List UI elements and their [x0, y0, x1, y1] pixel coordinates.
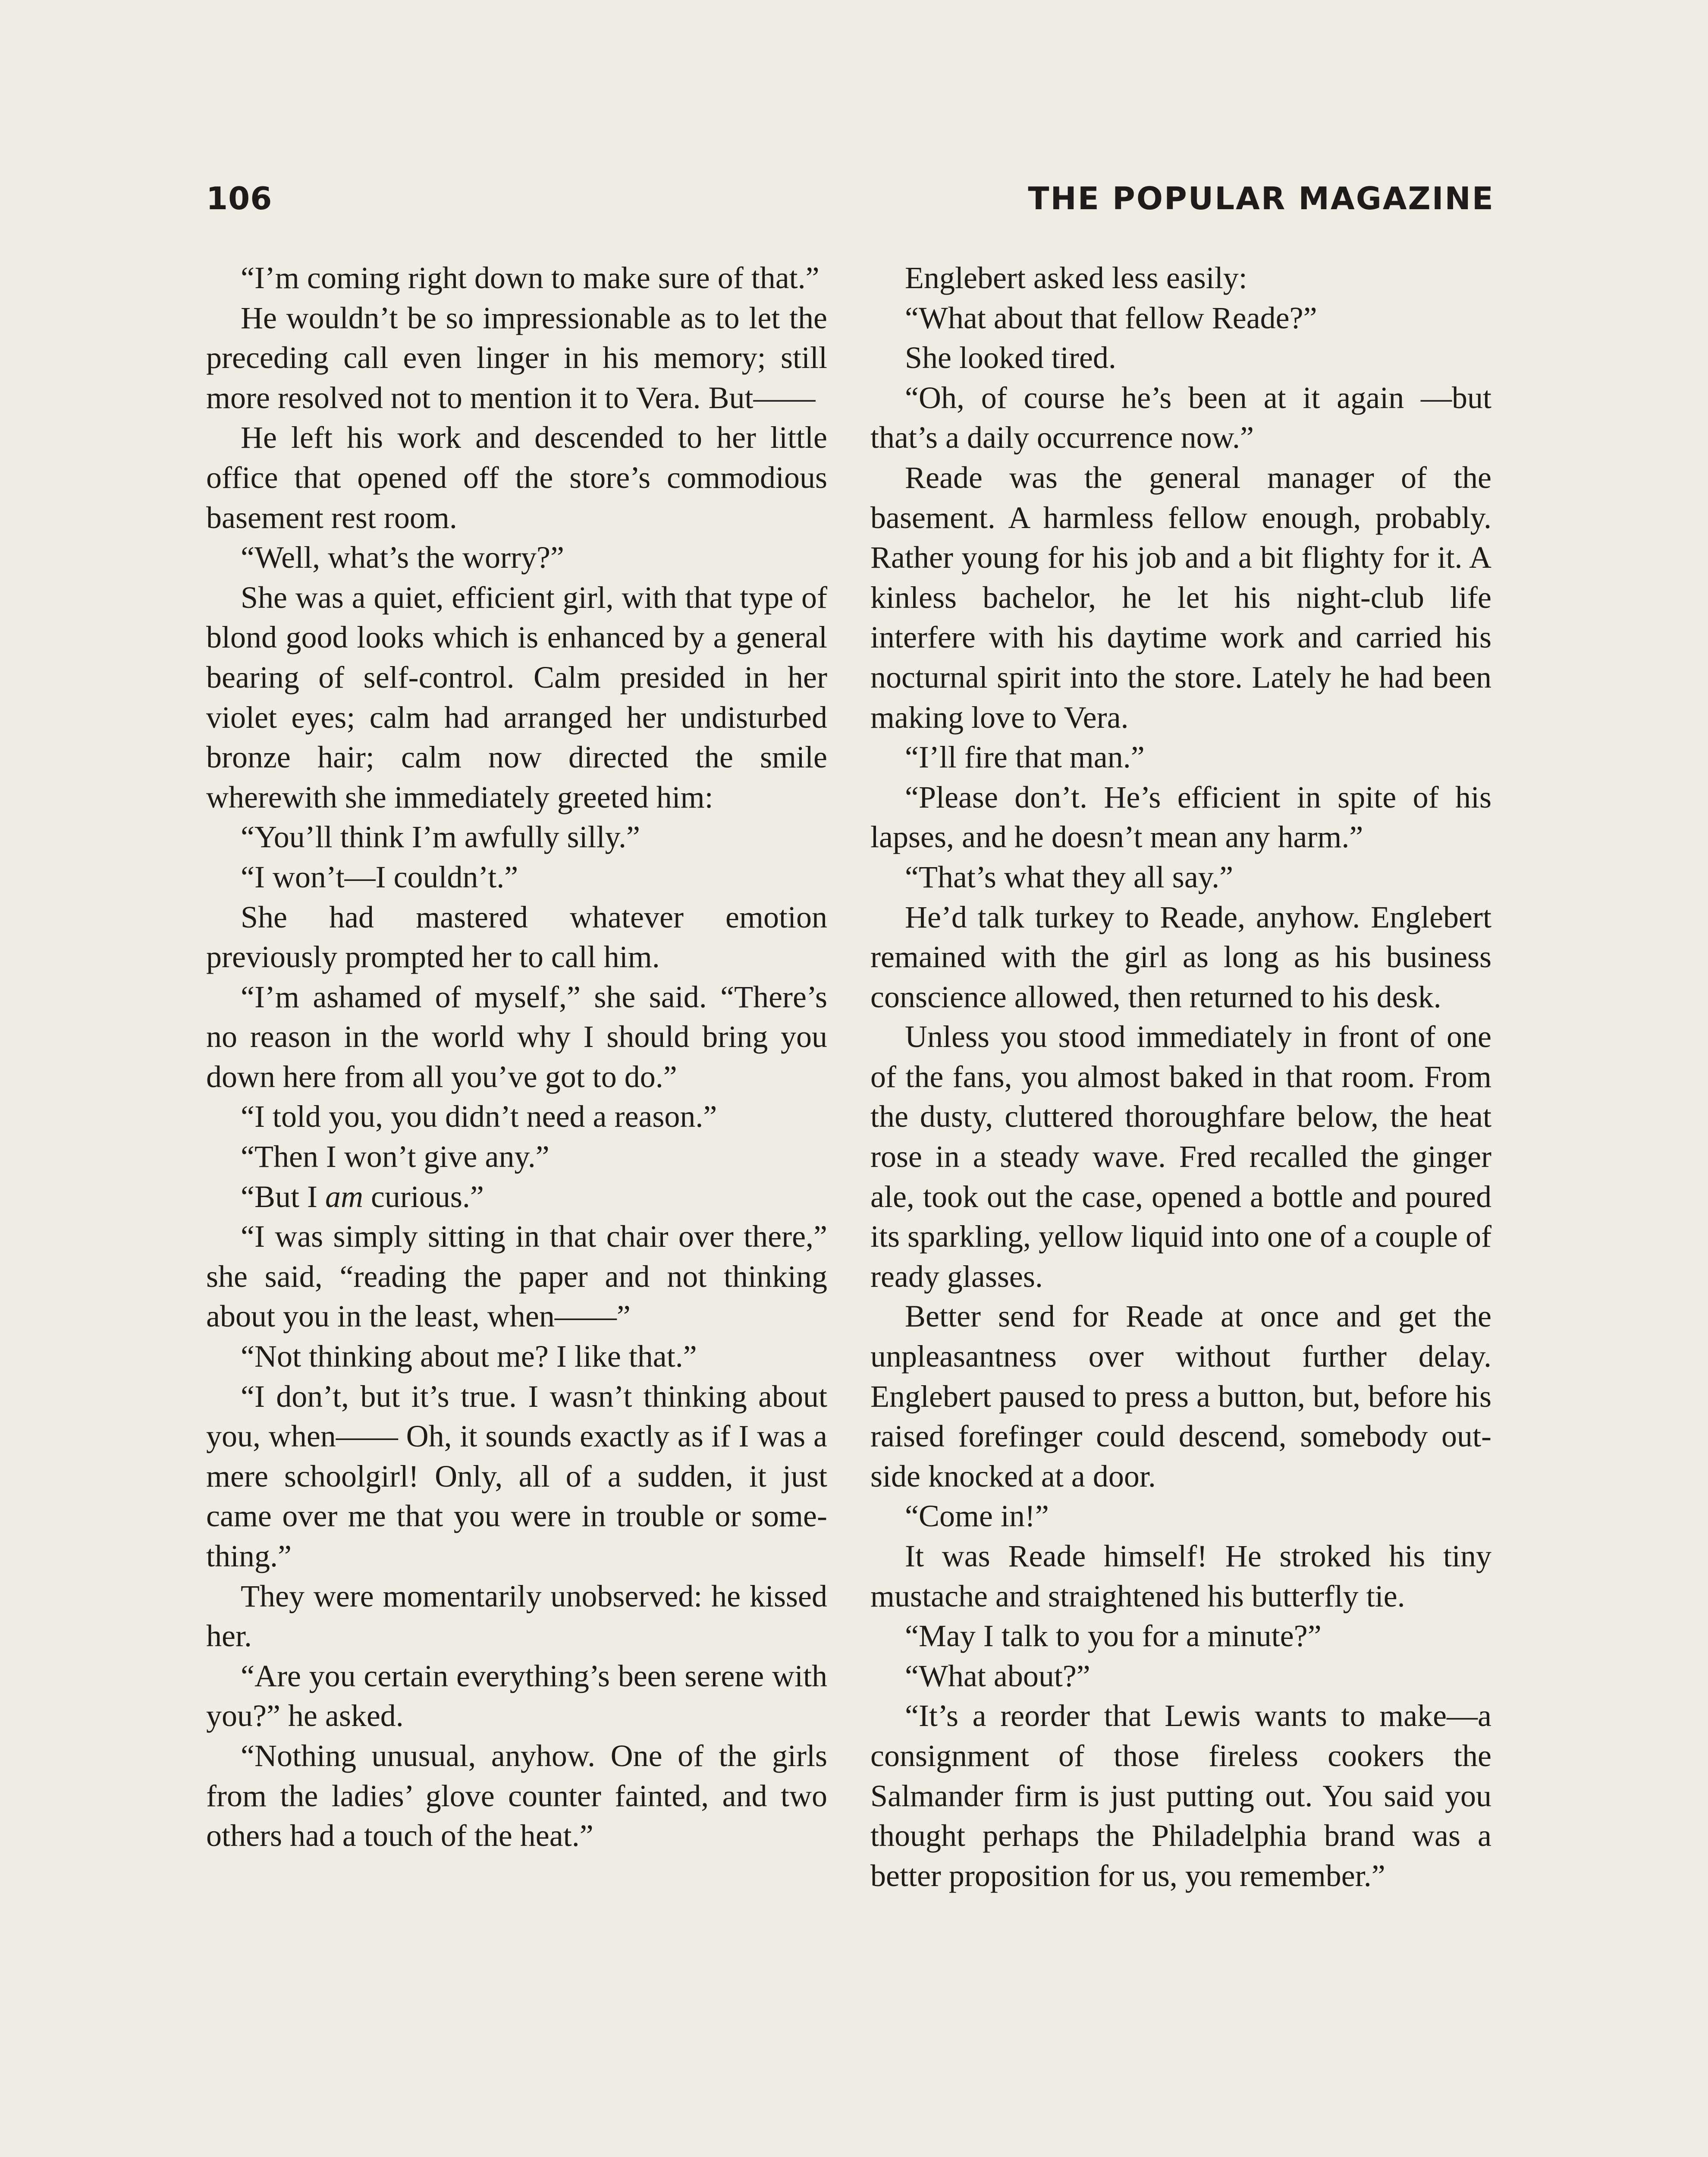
- paragraph: He left his work and descended to her little office that opened off the store’s commodious basement rest room.: [206, 420, 827, 535]
- paragraph: It was Reade himself! He stroked his tiny mustache and straightened his butterfly tie.: [870, 1539, 1491, 1613]
- paragraph: Unless you stood immediately in front of one of the fans, you almost baked in that room. From the dusty, cluttered thoroughfare below, the heat rose in a steady wave. Fred recalled the ginger ale, took out the case, opened a bottle and poured its sparkling, yellow liquid into one of a couple of ready glasses.: [870, 1019, 1491, 1294]
- paragraph: “I don’t, but it’s true. I wasn’t thinking about you, when—— Oh, it sounds exactly as if I was a mere schoolgirl! Only, all of a sudden, it just came over me that you were in trouble or something.”: [206, 1379, 827, 1573]
- paragraph: She looked tired.: [905, 340, 1116, 375]
- paragraph: “I’ll fire that man.”: [905, 740, 1145, 775]
- paragraph: “May I talk to you for a minute?”: [905, 1619, 1322, 1654]
- paragraph: She was a quiet, efficient girl, with that type of blond good looks which is enhanced by a general bearing of self-control. Calm presided in her violet eyes; calm had arranged her undisturbed bronze hair; calm now directed the smile wherewith she immediately greeted him:: [206, 580, 827, 814]
- running-title: THE POPULAR MAGAZINE: [1028, 180, 1494, 217]
- paragraph: She had mastered whatever emotion previously prompted her to call him.: [206, 899, 827, 975]
- emphasis: am: [325, 1179, 363, 1214]
- paragraph-emphasis: “But I am curious.”: [241, 1179, 484, 1214]
- paragraph: “That’s what they all say.”: [905, 859, 1234, 894]
- paragraph: He wouldn’t be so impressionable as to let the preceding call even linger in his memory; still more resolved not to mention it to Vera. But——: [206, 300, 827, 415]
- paragraph: “What about that fellow Reade?”: [905, 300, 1317, 335]
- paragraph: “I’m coming right down to make sure of that.”: [241, 261, 819, 295]
- paragraph: He’d talk turkey to Reade, anyhow. Englebert remained with the girl as long as his business conscience allowed, then returned to his desk.: [870, 899, 1491, 1014]
- paragraph: “Are you certain everything’s been serene with you?” he asked.: [206, 1658, 827, 1733]
- paragraph: “Please don’t. He’s efficient in spite of his lapses, and he doesn’t mean any harm.”: [870, 780, 1491, 855]
- paragraph: “You’ll think I’m awfully silly.”: [241, 820, 640, 855]
- paragraph: “What about?”: [905, 1658, 1090, 1693]
- paragraph: “Oh, of course he’s been at it again —but that’s a daily occurrence now.”: [870, 380, 1491, 455]
- paragraph: “Well, what’s the worry?”: [241, 540, 564, 575]
- right-column: [870, 258, 1491, 1896]
- paragraph: “Nothing unusual, anyhow. One of the girls from the ladies’ glove counter fainted, and two others had a touch of the heat.”: [206, 1738, 827, 1853]
- paragraph: “It’s a reorder that Lewis wants to make—a consignment of those fireless cookers the Salmander firm is just putting out. You said you thought perhaps the Philadelphia brand was a better proposition for us, you remember.”: [870, 1698, 1491, 1893]
- paragraph: “I won’t—I couldn’t.”: [241, 859, 518, 894]
- left-column: [206, 258, 827, 1856]
- paragraph: They were momentarily unobserved: he kissed her.: [206, 1578, 827, 1654]
- paragraph: Better send for Reade at once and get the unpleasantness over without further delay. Englebert paused to press a button, but, before his raised forefinger could descend, somebody outside knocked at a door.: [870, 1299, 1491, 1494]
- paragraph: “I was simply sitting in that chair over there,” she said, “reading the paper and not thinking about you in the least, when——”: [206, 1219, 827, 1334]
- paragraph: Englebert asked less easily:: [905, 261, 1247, 295]
- paragraph: Reade was the general manager of the basement. A harmless fellow enough, probably. Rather young for his job and a bit flighty for it. A kinless bachelor, he let his night-club life interfere with his daytime work and carried his nocturnal spirit into the store. Lately he had been making love to Vera.: [870, 460, 1491, 735]
- page-number: 106: [206, 180, 273, 217]
- paragraph: “Come in!”: [905, 1499, 1049, 1534]
- paragraph: “I told you, you didn’t need a reason.”: [241, 1099, 717, 1134]
- paragraph: “Then I won’t give any.”: [241, 1139, 549, 1174]
- paragraph: “Not thinking about me? I like that.”: [241, 1339, 697, 1374]
- paragraph: “I’m ashamed of myself,” she said. “There’s no reason in the world why I should bring you down here from all you’ve got to do.”: [206, 979, 827, 1094]
